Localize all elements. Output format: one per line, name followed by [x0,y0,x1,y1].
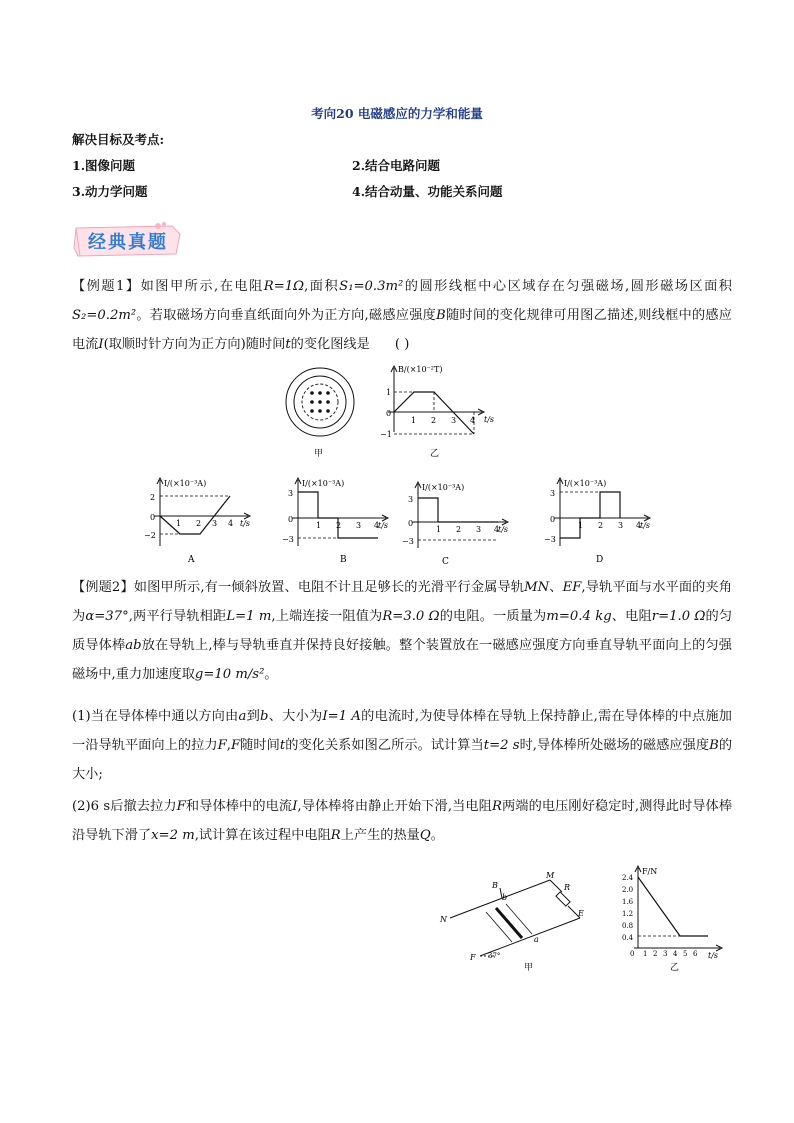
svg-text:0: 0 [408,519,414,528]
variable: F [230,738,241,753]
svg-text:3: 3 [451,416,457,425]
fig-label-jia: 甲 [524,963,534,973]
svg-text:2.4: 2.4 [622,874,634,882]
svg-text:0.8: 0.8 [622,922,634,930]
svg-text:1: 1 [436,525,442,534]
variable: EF [562,580,582,595]
svg-text:4: 4 [374,521,380,530]
svg-text:2: 2 [150,493,156,502]
text: 、 [549,580,563,595]
axis-label: t/s [708,951,719,960]
page-title: 考向20 电磁感应的力学和能量 [311,106,483,121]
svg-text:B: B [492,881,498,890]
svg-text:0: 0 [550,515,556,524]
text: 的电流时,为使导体棒在导轨上保持静止,需在导体棒的中点施加一沿导轨平面向上的拉力 [72,709,732,753]
example2-text [72,573,732,689]
text: 如图甲所示,有一倾斜放置、电阻不计且足够长的光滑平行金属导轨 [133,580,525,595]
svg-text:3: 3 [476,525,482,534]
svg-text:F: F [470,953,476,962]
svg-text:2: 2 [431,416,437,425]
variable: I [292,799,298,814]
svg-text:3: 3 [550,489,556,498]
svg-text:2: 2 [598,521,604,530]
svg-text:3: 3 [408,495,414,504]
formula: m=0.4 kg [546,609,612,624]
choice-graph-d [544,478,650,565]
svg-text:−3: −3 [282,535,294,544]
svg-text:0: 0 [150,513,156,522]
angle-label: 37° [488,952,501,960]
answer-paren: ( ) [394,337,410,352]
text: ,面积 [304,279,340,294]
formula: R=1Ω [263,279,305,294]
text: 的电阻。一质量为 [439,609,547,624]
text: 的大小; [72,738,733,782]
fig-label-jia: 甲 [314,449,324,459]
fig-label-yi: 乙 [430,449,440,459]
svg-text:4: 4 [470,416,476,425]
fig-label-yi: 乙 [670,963,680,973]
formula: R=3.0 Ω [382,609,440,624]
text: (取顺时针方向为正方向)随时间 [103,337,286,352]
axis-label: I/(×10⁻³A) [564,479,607,488]
svg-text:5: 5 [683,950,688,958]
axis-label: t/s [484,415,495,424]
choice-label: D [596,555,604,565]
incline-rail-diagram [439,871,584,973]
svg-text:1: 1 [316,521,322,530]
circle-coil-diagram [286,368,354,459]
formula: α=37° [85,609,129,624]
goal-item: 2.结合电路问题 [352,158,441,173]
formula: r=1.0 Ω [651,609,706,624]
axis-label: I/(×10⁻³A) [164,479,207,488]
text: 两端的电压刚好稳定时,测得此时导体棒沿导轨下滑了 [72,799,733,843]
svg-text:M: M [546,871,555,880]
text: 如图甲所示,在电阻 [140,279,264,294]
svg-text:−3: −3 [544,535,556,544]
svg-text:1: 1 [578,521,584,530]
svg-text:4: 4 [228,519,234,528]
svg-text:0: 0 [288,515,294,524]
svg-text:2: 2 [196,519,202,528]
svg-text:1: 1 [176,519,182,528]
example-label: 【例题2】 [72,580,134,595]
text: 到 [246,709,261,724]
formula: g=10 m/s² [194,667,265,682]
svg-text:0: 0 [630,950,635,958]
formula: I=1 A [322,709,361,724]
svg-text:0.4: 0.4 [622,934,634,942]
variable: R [330,828,341,843]
svg-text:a: a [534,935,539,944]
axis-label: t/s [498,525,509,534]
figure2 [430,864,730,974]
svg-text:−1: −1 [380,430,392,439]
axis-label: I/(×10⁻³A) [302,479,345,488]
choice-label: B [340,555,347,565]
text: 上产生的热量 [340,828,420,843]
text: , [226,738,231,753]
formula: L=1 m [226,609,272,624]
text: 的变化关系如图乙所示。试计算当 [285,738,484,753]
axis-label: t/s [640,521,651,530]
svg-text:3: 3 [356,521,362,530]
svg-text:N: N [440,915,447,924]
svg-text:1.6: 1.6 [622,898,634,906]
svg-text:3: 3 [663,950,668,958]
svg-text:−3: −3 [402,537,414,546]
b-t-graph [380,365,494,459]
figure1-top [280,362,520,462]
formula: t=2 s [483,738,520,753]
variable: B [709,738,719,753]
svg-text:3: 3 [212,519,218,528]
text: (2)6 s后撤去拉力 [72,799,177,814]
goal-item: 4.结合动量、功能关系问题 [352,184,503,199]
svg-text:E: E [578,909,584,918]
goal-item: 1.图像问题 [72,158,136,173]
text: 和导体棒中的电流 [185,799,293,814]
formula: S₂=0.2m² [72,308,137,323]
text: 的圆形线框中心区域存在匀强磁场,圆形磁场区面积 [403,279,732,294]
f-t-graph [622,866,722,973]
variable: F [176,799,186,814]
svg-text:−2: −2 [144,531,156,540]
text: 时,导体棒所处磁场的磁感应强度 [519,738,710,753]
axis-label: F/N [642,867,658,876]
example1-text [72,272,732,359]
svg-text:1: 1 [643,950,648,958]
text: ,试计算在该过程中电阻 [194,828,331,843]
text: 。若取磁场方向垂直纸面向外为正方向,磁感应强度 [136,308,437,323]
example2-question2 [72,792,732,850]
choice-graph-b [282,478,388,565]
variable: ab [125,638,142,653]
svg-text:3: 3 [288,489,294,498]
text: ,两平行导轨相距 [128,609,227,624]
choice-graph-a [144,478,250,565]
example2-question1 [72,702,732,789]
svg-text:b: b [502,893,508,902]
variable: t [279,738,286,753]
goals-heading: 解决目标及考点: [72,132,165,147]
formula: x=2 m [151,828,195,843]
text: 。 [264,667,278,682]
text: 放在导轨上,棒与导轨垂直并保持良好接触。整个装置放在一磁感应强度方向垂直导轨平面向上的匀强磁场中,重力加速度取 [72,638,732,682]
svg-text:2: 2 [456,525,462,534]
svg-text:1: 1 [411,416,417,425]
axis-label: t/s [240,519,251,528]
axis-label: I/(×10⁻³A) [422,483,465,492]
svg-text:0: 0 [386,409,392,418]
choice-graph-c [402,482,508,567]
goal-item: 3.动力学问题 [72,184,148,199]
choice-label: A [188,555,195,565]
text: 的匀质导体棒 [72,609,733,653]
svg-text:4: 4 [673,950,678,958]
text: ,导轨平面与水平面的夹角为 [72,580,732,624]
svg-text:1.2: 1.2 [622,910,634,918]
svg-text:2.0: 2.0 [622,886,634,894]
svg-text:4: 4 [636,521,642,530]
svg-text:4: 4 [494,525,500,534]
text: 随时间的变化规律可用图乙描述,则线框中的感应电流 [72,308,732,352]
variable: R [491,799,502,814]
svg-text:3: 3 [618,521,624,530]
variable: B [436,308,446,323]
text: 、电阻 [611,609,652,624]
variable: Q [419,828,431,843]
text: ,导体棒将由静止开始下滑,当电阻 [297,799,492,814]
choice-label: C [442,557,449,567]
variable: b [260,709,269,724]
banner-label: 经典真题 [88,232,168,253]
text: 。 [430,828,444,843]
text: 随时间 [240,738,280,753]
svg-text:1: 1 [386,388,392,397]
variable: I [98,337,104,352]
text: ,上端连接一阻值为 [271,609,383,624]
variable: t [285,337,291,352]
figure1-choices [140,476,680,568]
variable: a [238,709,247,724]
text: (1)当在导体棒中通以方向由 [72,709,239,724]
example-label: 【例题1】 [72,279,141,294]
variable: MN [524,580,550,595]
svg-text:2: 2 [653,950,658,958]
text: 、大小为 [268,709,323,724]
formula: S₁=0.3m² [339,279,404,294]
variable: F [217,738,227,753]
axis-label: t/s [378,521,389,530]
svg-text:2: 2 [336,521,342,530]
svg-text:6: 6 [693,950,698,958]
field-dots-icon [310,391,330,413]
axis-label: B/(×10⁻²T) [398,365,443,374]
svg-text:R: R [564,883,571,892]
section-banner [72,220,184,260]
text: 的变化图线是 [290,337,370,352]
